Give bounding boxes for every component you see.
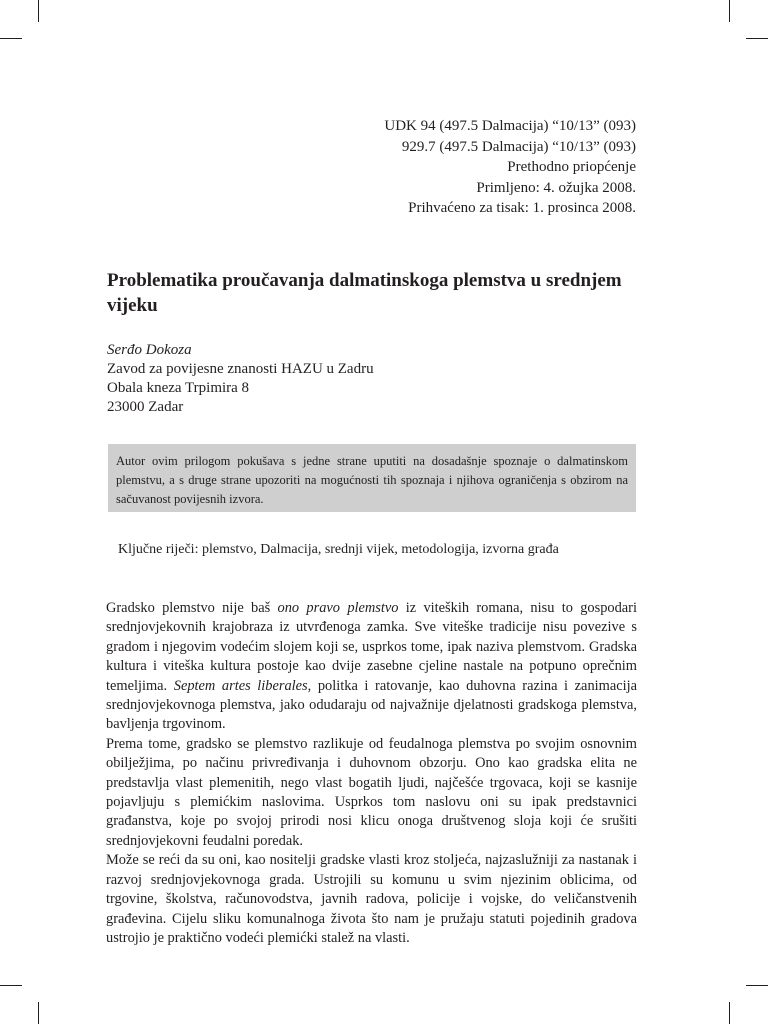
author-block (107, 341, 374, 417)
crop-mark-bottom-right-horizontal (746, 985, 768, 986)
accepted-date: Prihvaćeno za tisak: 1. prosinca 2008. (408, 200, 636, 216)
body-p1-emphasis-2: Septem artes liberales (173, 677, 308, 694)
author-institution: Zavod za povijesne znanosti HAZU u Zadru (107, 361, 374, 377)
udk-line-1: UDK 94 (497.5 Dalmacija) “10/13” (093) (384, 118, 636, 134)
crop-mark-bottom-left-horizontal (0, 985, 22, 986)
article-body (106, 599, 637, 948)
body-paragraph-2: Prema tome, gradsko se plemstvo razlikuje od feudalnoga plemstva po svojim osnovnim obilježjima, po načinu privređivanja i duhovnom obzorju. Ono kao gradska elita ne predstavlja vlast plemenitih, nego vlast bogatih ljudi, najčešće trgovaca, koji se kasnije pojavljuju s plemićkim naslovima. Usprkos tom naslovu oni su ipak predstavnici građanstva, koje po svojoj prirodi nosi klicu onoga društvenog sloja koji će srušiti srednjovjekovni feudalni poredak. (106, 735, 637, 849)
article-title: Problematika proučavanja dalmatinskoga plemstva u srednjem vijeku (107, 270, 622, 316)
keywords: Ključne riječi: plemstvo, Dalmacija, srednji vijek, metodologija, izvorna građa (118, 542, 559, 557)
crop-mark-bottom-left-vertical (38, 1002, 39, 1024)
crop-mark-top-right-vertical (729, 0, 730, 22)
author-name: Serđo Dokoza (107, 342, 192, 358)
body-p1-text-b: iz viteških romana, nisu to gospodari srednjovjekovnih krajobraza iz utvrđenoga zamka. Sve viteške tradicije nisu povezive s gradom i njegovim vodećim slojem koji se, usprkos tome, ipak naziva plemstvom. Gradska kultura i viteška kultura postoje kao dvije zasebne cjeline nastale na potpuno oprečnim temeljima. (106, 600, 637, 694)
udk-line-2: 929.7 (497.5 Dalmacija) “10/13” (093) (401, 138, 636, 155)
crop-mark-top-right-horizontal (746, 38, 768, 39)
body-p1-text-a: Gradsko plemstvo nije baš (106, 600, 278, 616)
received-date: Primljeno: 4. ožujka 2008. (476, 179, 636, 196)
body-p1-emphasis-1: ono pravo plemstvo (277, 600, 399, 616)
article-type: Prethodno priopćenje (507, 159, 636, 175)
body-paragraph-1 (106, 599, 637, 735)
body-paragraph-3: Može se reći da su oni, kao nositelji gradske vlasti kroz stoljeća, najzaslužniji za nastanak i razvoj srednjovjekovnoga grada. Ustrojili su komunu u svim njezinim oblicima, od trgovine, školstva, računovodstva, javnih radova, policije i vojske, do veličanstvenih građevina. Cijelu sliku komunalnoga života što nam je pružaju statuti pojedinih gradova ustrojio je praktično vodeći plemićki stalež na vlasti. (106, 852, 637, 946)
author-street: Obala kneza Trpimira 8 (107, 380, 250, 396)
body-p1-text-c: , politka i ratovanje, kao duhovna razina i zanimacija srednjovjekovnoga plemstva, jako odudaraju od najvažnije djelatnosti gradskoga plemstva, bavljenja trgovinom. (106, 677, 637, 733)
classification-block (384, 116, 636, 219)
crop-mark-bottom-right-vertical (729, 1002, 730, 1024)
abstract-text: Autor ovim prilogom pokušava s jedne strane uputiti na dosadašnje spoznaje o dalmatinskom plemstvu, a s druge strane upozoriti na mogućnosti tih spoznaja i njihova ograničenja s obzirom na sačuvanost povijesnih izvora. (116, 454, 628, 506)
author-city: 23000 Zadar (107, 399, 184, 415)
crop-mark-top-left-horizontal (0, 38, 22, 39)
crop-mark-top-left-vertical (38, 0, 39, 22)
abstract-box (108, 444, 636, 512)
